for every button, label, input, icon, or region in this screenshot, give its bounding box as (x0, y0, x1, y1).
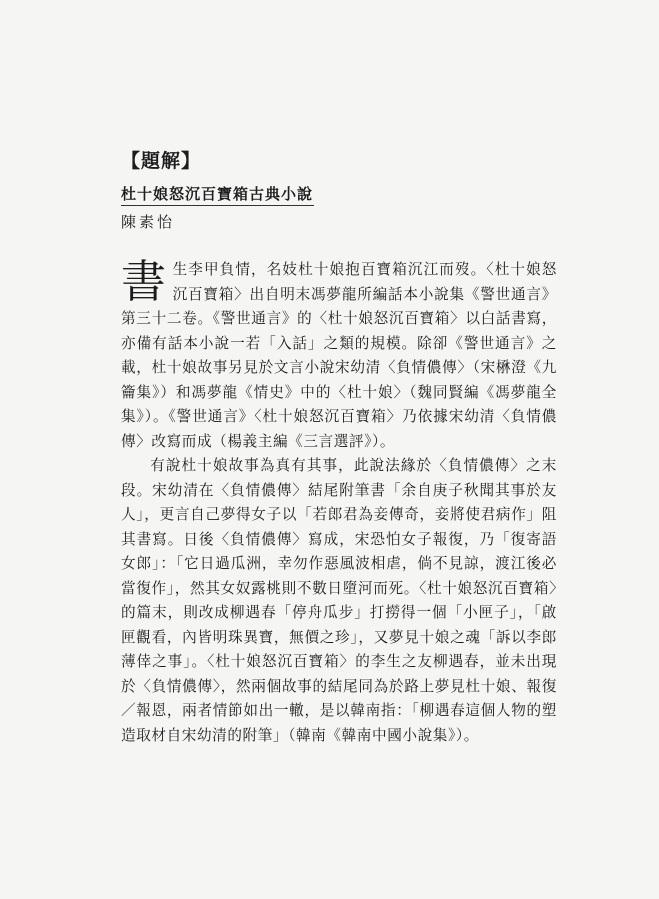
drop-cap: 書 (121, 255, 167, 308)
paragraph-1 (121, 255, 557, 454)
section-label: 【題解】 (121, 150, 202, 172)
title-underline (121, 205, 314, 206)
article-body (121, 255, 557, 748)
author-name: 陳素怡 (121, 213, 176, 231)
paragraph-2: 有說杜十娘故事為真有其事，此說法緣於〈負情儂傳〉之末段。宋幼清在〈負情儂傳〉結尾附筆書「余自庚子秋聞其事於友人」，更言自己夢得女子以「若郎君為妾傳奇，妾將使君病作」阻其書寫。日後〈負情儂傳〉寫成，宋恐怕女子報復，乃「復寄語女郎」：「它日過瓜洲，幸勿作惡風波相虐，倘不見諒，渡江後必當復作」，然其女奴露桃則不數日墮河而死。〈杜十娘怒沉百寶箱〉的篇末，則改成柳遇春「停舟瓜步」打撈得一個「小匣子」，「啟匣觀看，內皆明珠異寶，無價之珍」，又夢見十娘之魂「訴以李郎薄倖之事」。〈杜十娘怒沉百寶箱〉的李生之友柳遇春，並未出現於〈負情儂傳〉，然兩個故事的結尾同為於路上夢見杜十娘、報復／報恩，兩者情節如出一轍，是以韓南指：「柳遇春這個人物的塑造取材自宋幼清的附筆」（韓南《韓南中國小說集》）。 (121, 457, 557, 744)
article-title: 杜十娘怒沉百寶箱古典小說 (121, 185, 314, 203)
paragraph-1-text: 生李甲負情，名妓杜十娘抱百寶箱沉江而歿。〈杜十娘怒沉百寶箱〉出自明末馮夢龍所編話本小說集《警世通言》第三十二卷。《警世通言》的〈杜十娘怒沉百寶箱〉以白話書寫，亦備有話本小說一若「入話」之類的規模。除卻《警世通言》之載，杜十娘故事另見於文言小說宋幼清〈負情儂傳〉（宋楙澄《九籥集》）和馮夢龍《情史》中的〈杜十娘〉（魏同賢編《馮夢龍全集》）。《警世通言》〈杜十娘怒沉百寶箱〉乃依據宋幼清〈負情儂傳〉改寫而成（楊義主編《三言選評》）。 (121, 261, 557, 450)
